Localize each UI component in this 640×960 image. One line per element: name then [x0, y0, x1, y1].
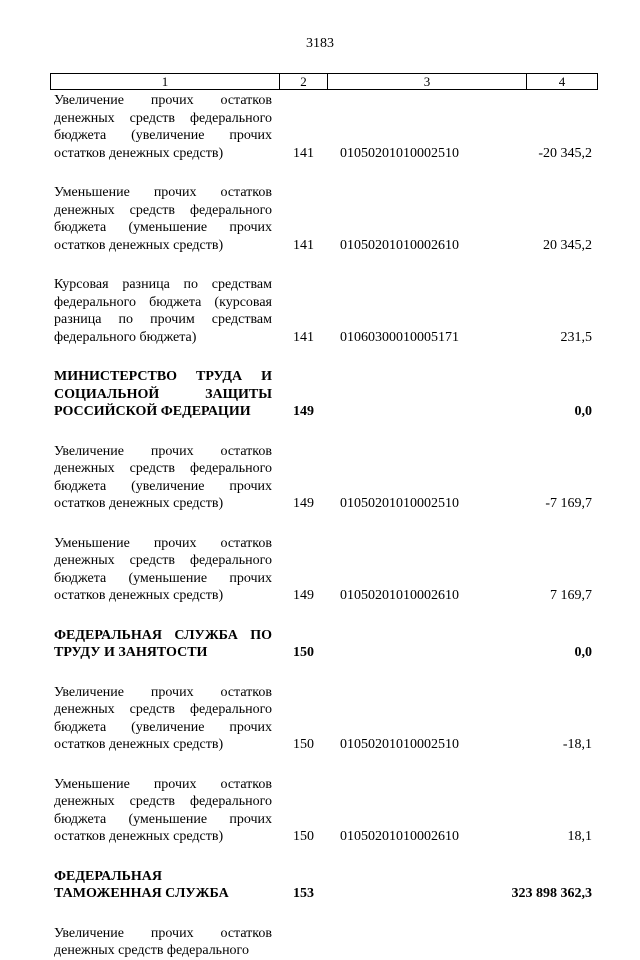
row-amount: 323 898 362,3	[511, 886, 592, 901]
row-code: 149	[293, 496, 314, 511]
table-row-ministry	[54, 627, 594, 662]
row-name: Курсовая разница по средствам федерального бюджета (курсовая разница по прочим средствам федерального бюджета)	[54, 277, 272, 345]
header-col-3: 3	[328, 74, 527, 89]
row-amount: -7 169,7	[545, 496, 592, 511]
row-kbk: 01050201010002610	[340, 588, 459, 603]
row-code: 149	[293, 588, 314, 603]
row-kbk: 01060300010005171	[340, 329, 459, 345]
row-amount: 7 169,7	[550, 588, 592, 603]
table-row	[54, 276, 594, 346]
header-col-2: 2	[280, 74, 328, 89]
page-number: 3183	[306, 36, 334, 51]
row-kbk: 01050201010002510	[340, 145, 459, 161]
row-code: 141	[293, 237, 314, 253]
row-name: Увеличение прочих остатков денежных средств федерального бюджета (увеличение прочих остатков денежных средств)	[54, 443, 272, 511]
row-code: 150	[293, 645, 314, 660]
header-col-1: 1	[51, 74, 280, 89]
row-code: 150	[293, 737, 314, 752]
table-row-ministry	[54, 368, 594, 421]
row-amount: 0,0	[574, 404, 592, 419]
row-code: 153	[293, 886, 314, 901]
row-code: 141	[293, 145, 314, 161]
row-kbk: 01050201010002510	[340, 496, 459, 511]
table-row-ministry	[54, 868, 594, 903]
row-name: Уменьшение прочих остатков денежных средств федерального бюджета (уменьшение прочих остатков денежных средств)	[54, 535, 272, 603]
row-name: ФЕДЕРАЛЬНАЯ СЛУЖБА ПО ТРУДУ И ЗАНЯТОСТИ	[54, 627, 272, 660]
row-amount: 20 345,2	[543, 237, 592, 253]
row-name: Увеличение прочих остатков денежных средств федерального бюджета (увеличение прочих остатков денежных средств)	[54, 93, 272, 161]
row-code: 150	[293, 829, 314, 844]
row-kbk: 01050201010002610	[340, 829, 459, 844]
table-row	[54, 92, 594, 162]
table-row	[54, 443, 594, 513]
row-code: 141	[293, 329, 314, 345]
table-header-row	[50, 73, 598, 90]
table-row	[54, 684, 594, 754]
table-row	[54, 776, 594, 846]
table-row	[54, 535, 594, 605]
row-kbk: 01050201010002610	[340, 237, 459, 253]
table-row	[54, 184, 594, 254]
row-amount: 0,0	[574, 645, 592, 660]
row-amount: -20 345,2	[538, 145, 592, 161]
row-name: МИНИСТЕРСТВО ТРУДА И СОЦИАЛЬНОЙ ЗАЩИТЫ РОССИЙСКОЙ ФЕДЕРАЦИИ	[54, 369, 272, 419]
row-name: Уменьшение прочих остатков денежных средств федерального бюджета (уменьшение прочих остатков денежных средств)	[54, 185, 272, 253]
row-name: ФЕДЕРАЛЬНАЯ ТАМОЖЕННАЯ СЛУЖБА	[54, 868, 229, 901]
row-name: Уменьшение прочих остатков денежных средств федерального бюджета (уменьшение прочих остатков денежных средств)	[54, 776, 272, 844]
row-code: 149	[293, 404, 314, 419]
header-col-4: 4	[558, 74, 566, 89]
table-row	[54, 925, 594, 960]
row-kbk: 01050201010002510	[340, 737, 459, 752]
row-amount: 231,5	[560, 329, 592, 345]
row-amount: 18,1	[567, 829, 592, 844]
row-amount: -18,1	[562, 737, 592, 752]
row-name: Увеличение прочих остатков денежных средств федерального бюджета (увеличение прочих остатков денежных средств)	[54, 684, 272, 752]
row-name: Увеличение прочих остатков денежных средств федерального	[54, 925, 272, 958]
table-body	[54, 92, 594, 960]
